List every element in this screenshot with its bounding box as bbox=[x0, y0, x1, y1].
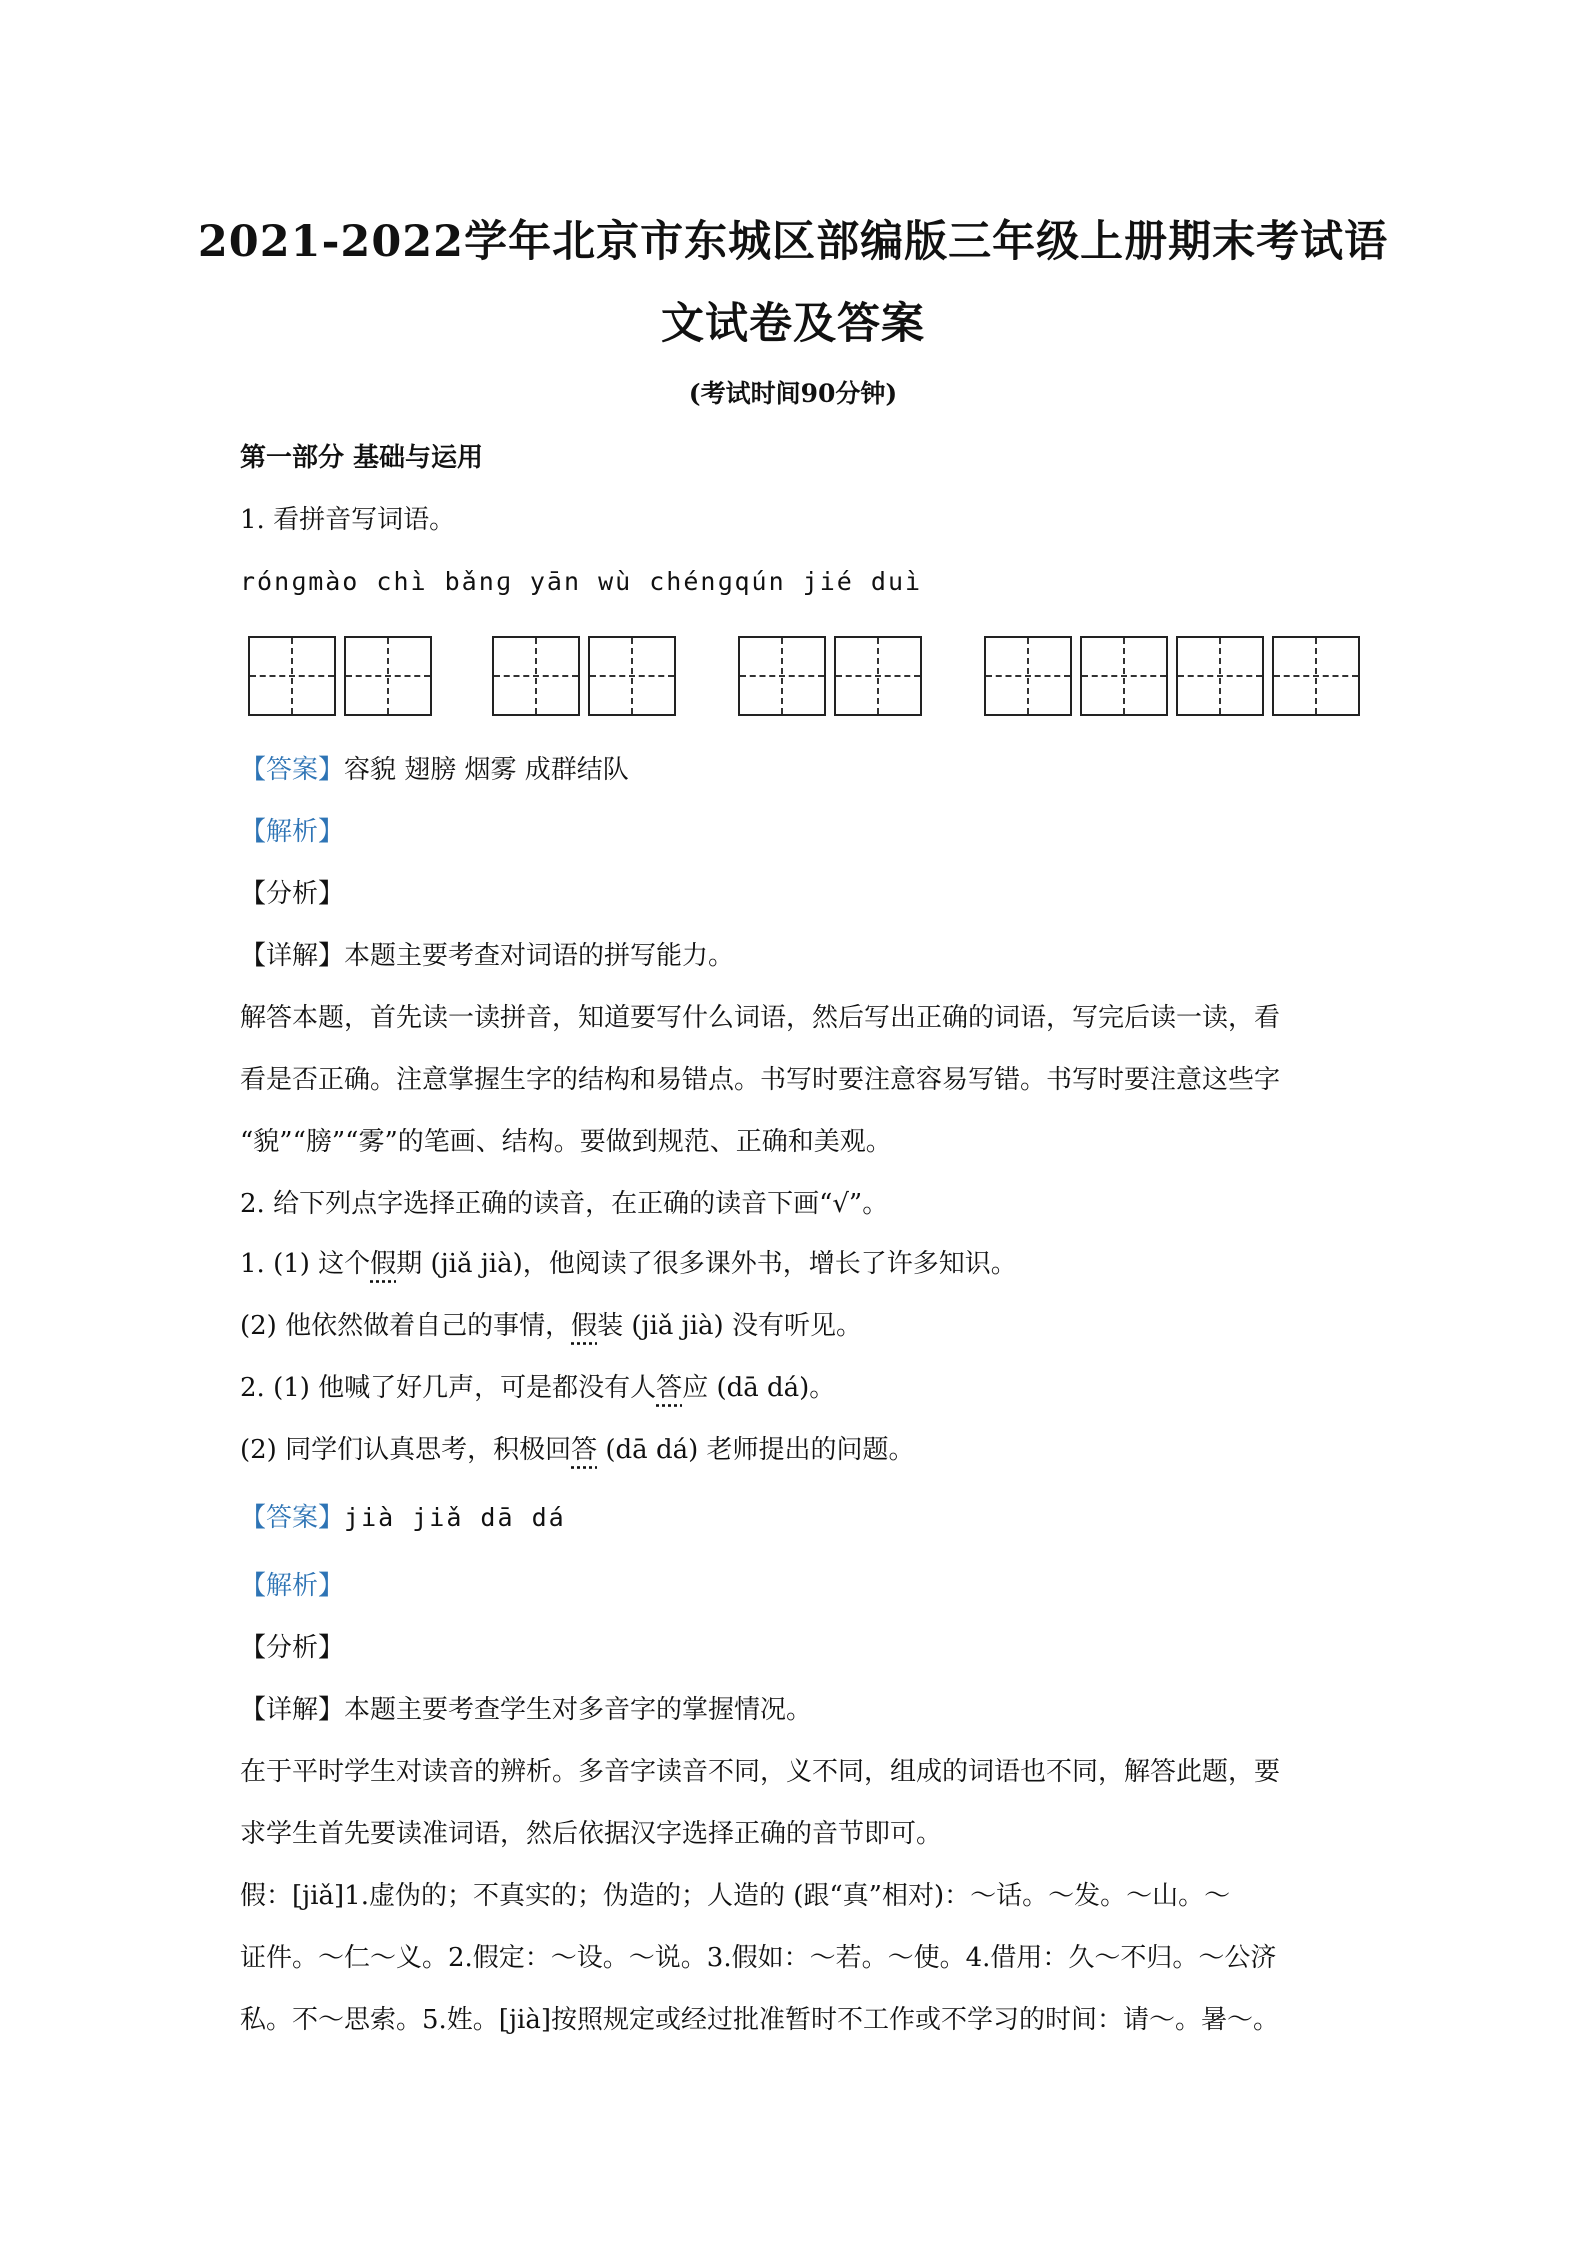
grid-group-3[interactable] bbox=[738, 636, 922, 714]
paragraph: 解答本题，首先读一读拼音，知道要写什么词语，然后写出正确的词语，写完后读一读，看 bbox=[240, 1003, 1281, 1033]
answer-tag: 【答案】 bbox=[240, 1503, 345, 1533]
writing-grids bbox=[0, 636, 1586, 716]
paragraph: 在于平时学生对读音的辨析。多音字读音不同，义不同，组成的词语也不同，解答此题，要 bbox=[240, 1757, 1281, 1787]
dotted-character: 假 bbox=[370, 1249, 397, 1279]
detail-tag: 【详解】 bbox=[240, 941, 345, 971]
dotted-character: 答 bbox=[571, 1435, 598, 1465]
answer-tag: 【答案】 bbox=[240, 755, 345, 785]
detail-text: 本题主要考查对词语的拼写能力。 bbox=[344, 941, 735, 971]
paragraph: 看是否正确。注意掌握生字的结构和易错点。书写时要注意容易写错。书写时要注意这些字 bbox=[240, 1065, 1281, 1095]
grid-group-4[interactable] bbox=[984, 636, 1360, 714]
question-2-answer bbox=[240, 1500, 1355, 1536]
dotted-character: 假 bbox=[571, 1311, 598, 1341]
fenxi-tag: 【分析】 bbox=[240, 1633, 345, 1663]
detail-tag: 【详解】 bbox=[240, 1695, 345, 1725]
sentence-text: 1. (1) 这个 bbox=[240, 1249, 371, 1279]
answer-text: jià jiǎ dā dá bbox=[344, 1503, 566, 1532]
question-2-item bbox=[240, 1308, 1355, 1344]
paragraph: “貌”“膀”“雾”的笔画、结构。要做到规范、正确和美观。 bbox=[240, 1127, 892, 1157]
tianzige-cell[interactable] bbox=[344, 636, 432, 716]
paragraph: 求学生首先要读准词语，然后依据汉字选择正确的音节即可。 bbox=[240, 1819, 943, 1849]
paragraph: 证件。～仁～义。2.假定：～设。～说。3.假如：～若。～使。4.借用：久～不归。～公济 bbox=[240, 1943, 1277, 1973]
question-1-prompt: 1. 看拼音写词语。 bbox=[240, 505, 456, 535]
grid-group-2[interactable] bbox=[492, 636, 676, 714]
question-2-prompt: 2. 给下列点字选择正确的读音，在正确的读音下画“√”。 bbox=[240, 1189, 889, 1219]
exam-duration: (考试时间90分钟) bbox=[688, 379, 898, 408]
fenxi-tag: 【分析】 bbox=[240, 879, 345, 909]
sentence-text: 装 (jiǎ jià) 没有听见。 bbox=[597, 1311, 862, 1341]
section-heading: 第一部分 基础与运用 bbox=[240, 443, 484, 473]
sentence-text: 期 (jiǎ jià)，他阅读了很多课外书，增长了许多知识。 bbox=[396, 1249, 1017, 1279]
tianzige-cell[interactable] bbox=[1080, 636, 1168, 716]
tianzige-cell[interactable] bbox=[588, 636, 676, 716]
detail-text: 本题主要考查学生对多音字的掌握情况。 bbox=[344, 1695, 813, 1725]
sentence-text: 应 (dā dá)。 bbox=[682, 1373, 836, 1403]
document-title-line-2: 文试卷及答案 bbox=[661, 299, 925, 349]
question-2-item bbox=[240, 1432, 1355, 1468]
document-title-line-1: 2021-2022学年北京市东城区部编版三年级上册期末考试语 bbox=[197, 217, 1389, 267]
analysis-tag: 【解析】 bbox=[240, 1571, 345, 1601]
question-2-detail bbox=[240, 1692, 1355, 1728]
tianzige-cell[interactable] bbox=[834, 636, 922, 716]
tianzige-cell[interactable] bbox=[492, 636, 580, 716]
sentence-text: (2) 同学们认真思考，积极回 bbox=[240, 1435, 572, 1465]
tianzige-cell[interactable] bbox=[1176, 636, 1264, 716]
sentence-text: (2) 他依然做着自己的事情， bbox=[240, 1311, 572, 1341]
tianzige-cell[interactable] bbox=[984, 636, 1072, 716]
paragraph: 私。不～思索。5.姓。[jià]按照规定或经过批准暂时不工作或不学习的时间：请～。暑～。 bbox=[240, 2005, 1279, 2035]
dotted-character: 答 bbox=[656, 1373, 683, 1403]
paragraph: 假：[jiǎ]1.虚伪的；不真实的；伪造的；人造的 (跟“真”相对)：～话。～发。～山。～ bbox=[240, 1881, 1231, 1911]
question-2-item bbox=[240, 1370, 1355, 1406]
question-1-answer bbox=[240, 752, 1355, 788]
sentence-text: (dā dá) 老师提出的问题。 bbox=[597, 1435, 915, 1465]
question-2-item bbox=[240, 1246, 1355, 1282]
grid-group-1[interactable] bbox=[248, 636, 432, 714]
tianzige-cell[interactable] bbox=[1272, 636, 1360, 716]
answer-text: 容貌 翅膀 烟雾 成群结队 bbox=[344, 755, 629, 785]
tianzige-cell[interactable] bbox=[738, 636, 826, 716]
sentence-text: 2. (1) 他喊了好几声，可是都没有人 bbox=[240, 1373, 657, 1403]
question-1-pinyin: rónɡmào chì bǎnɡ yān wù chénɡqún jié duì bbox=[240, 567, 923, 596]
question-1-detail bbox=[240, 938, 1355, 974]
tianzige-cell[interactable] bbox=[248, 636, 336, 716]
analysis-tag: 【解析】 bbox=[240, 817, 345, 847]
